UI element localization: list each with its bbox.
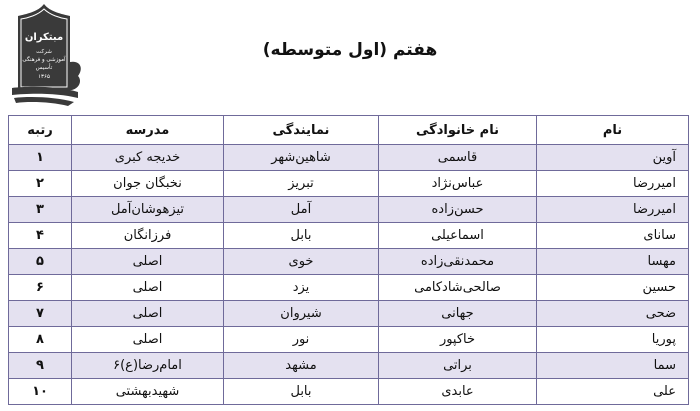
cell-first-name: سما [537,353,689,379]
cell-region: شیروان [224,301,379,327]
header-region: نمایندگی [224,116,379,145]
cell-region: آمل [224,197,379,223]
table-row [9,301,689,327]
cell-last-name: عباس‌نژاد [379,171,537,197]
cell-school: شهیدبهشتی [72,379,224,405]
table-row [9,379,689,405]
logo-emblem-icon [8,2,88,110]
cell-rank: ۷ [9,301,72,327]
cell-last-name: حسن‌زاده [379,197,537,223]
cell-school: امام‌رضا(ع)۶ [72,353,224,379]
ranking-table [8,115,689,405]
cell-rank: ۵ [9,249,72,275]
cell-first-name: امیررضا [537,171,689,197]
cell-rank: ۴ [9,223,72,249]
cell-school: تیزهوشان‌آمل [72,197,224,223]
cell-last-name: خاکپور [379,327,537,353]
cell-region: شاهین‌شهر [224,145,379,171]
cell-rank: ۸ [9,327,72,353]
cell-school: اصلی [72,275,224,301]
cell-school: فرزانگان [72,223,224,249]
header-last-name: نام خانوادگی [379,116,537,145]
cell-first-name: پوریا [537,327,689,353]
cell-first-name: آوین [537,145,689,171]
table-row [9,223,689,249]
cell-first-name: امیررضا [537,197,689,223]
cell-rank: ۶ [9,275,72,301]
cell-rank: ۲ [9,171,72,197]
cell-last-name: اسماعیلی [379,223,537,249]
cell-region: مشهد [224,353,379,379]
cell-rank: ۱ [9,145,72,171]
cell-last-name: براتی [379,353,537,379]
header-school: مدرسه [72,116,224,145]
cell-region: خوی [224,249,379,275]
cell-first-name: سانای [537,223,689,249]
table-row [9,249,689,275]
table-row [9,327,689,353]
logo-name: مبتکران [24,32,64,43]
header-rank: رتبه [9,116,72,145]
cell-school: نخبگان جوان [72,171,224,197]
cell-last-name: صالحی‌شادکامی [379,275,537,301]
logo-subtitle-1: شرکت [36,49,52,55]
table-header-row [9,116,689,145]
header-first-name: نام [537,116,689,145]
cell-school: اصلی [72,301,224,327]
table-row [9,171,689,197]
cell-region: یزد [224,275,379,301]
organization-logo [8,2,88,110]
table-row [9,275,689,301]
cell-region: بابل [224,223,379,249]
cell-rank: ۱۰ [9,379,72,405]
cell-last-name: عابدی [379,379,537,405]
page-title: هفتم (اول متوسطه) [262,40,438,60]
cell-last-name: قاسمی [379,145,537,171]
cell-rank: ۹ [9,353,72,379]
cell-first-name: علی [537,379,689,405]
logo-subtitle-3: تأسیس [35,65,53,71]
cell-region: نور [224,327,379,353]
table-row [9,145,689,171]
cell-last-name: جهانی [379,301,537,327]
cell-region: بابل [224,379,379,405]
cell-rank: ۳ [9,197,72,223]
cell-region: تبریز [224,171,379,197]
cell-first-name: حسین [537,275,689,301]
cell-first-name: ضحی [537,301,689,327]
cell-last-name: محمدنقی‌زاده [379,249,537,275]
logo-subtitle-2: آموزشی و فرهنگی [22,57,66,63]
table-row [9,353,689,379]
cell-first-name: مهسا [537,249,689,275]
logo-year: ۱۳۶۵ [38,74,50,80]
cell-school: خدیجه کبری [72,145,224,171]
cell-school: اصلی [72,327,224,353]
table-row [9,197,689,223]
cell-school: اصلی [72,249,224,275]
